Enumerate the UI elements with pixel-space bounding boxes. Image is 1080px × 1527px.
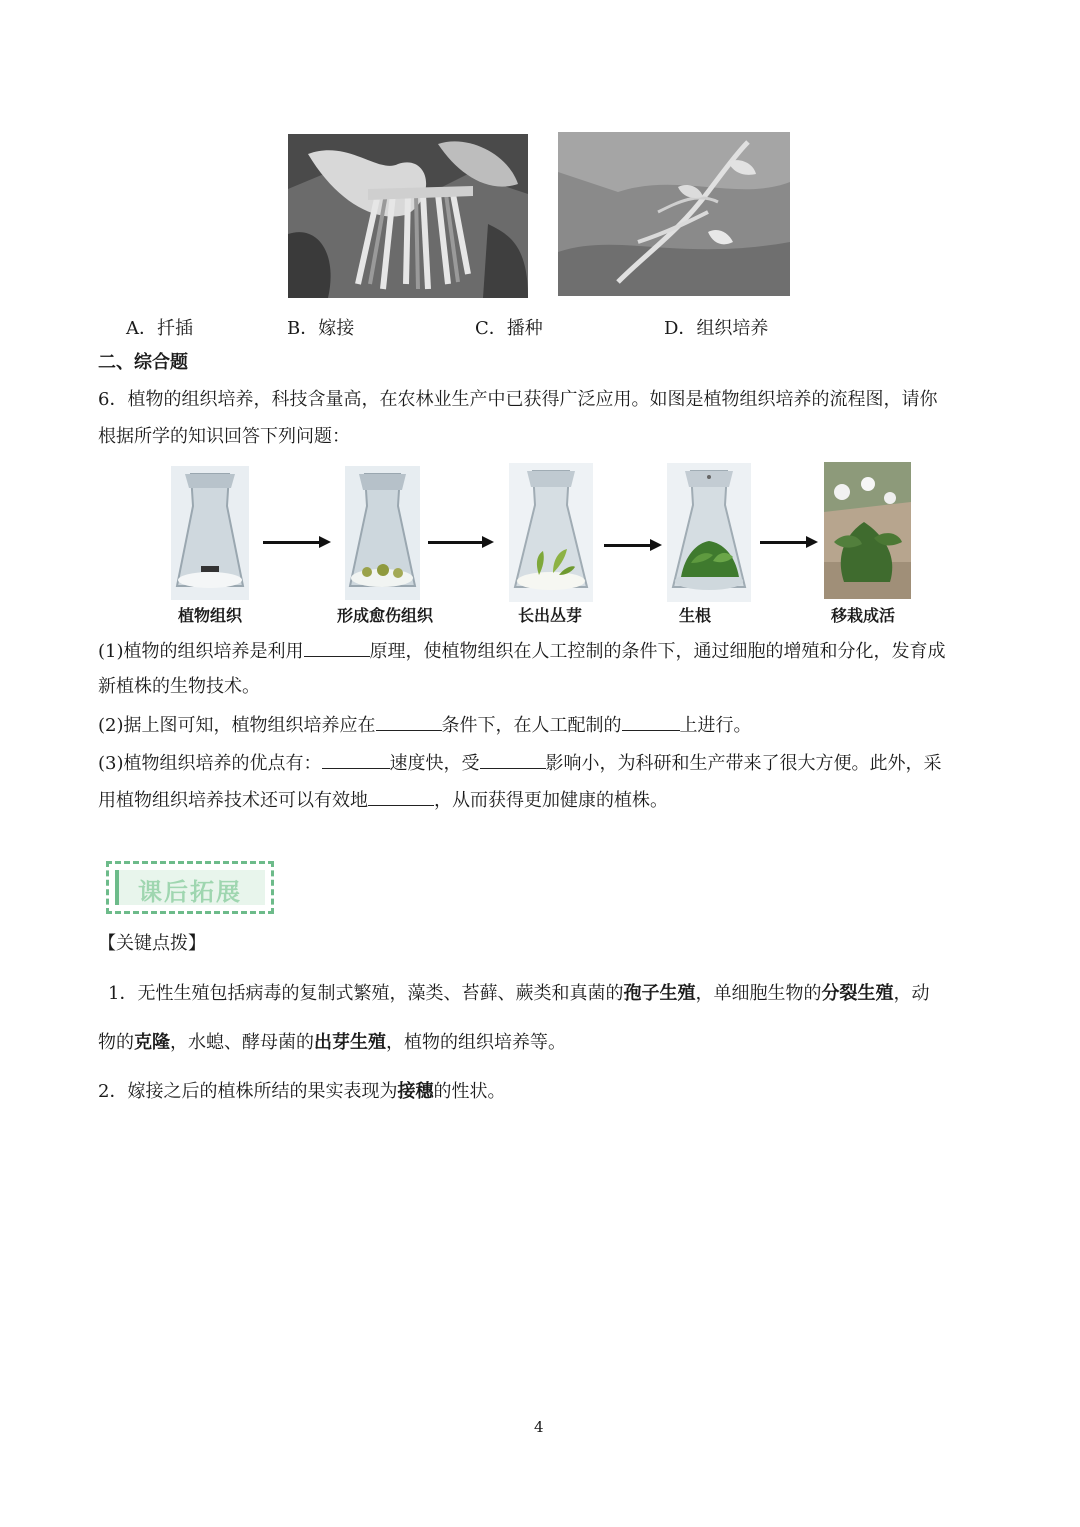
key-points-title: 【关键点拨】 [98, 933, 206, 954]
flow-label-transplant: 移栽成活 [830, 606, 895, 625]
flow-arrow-4 [760, 541, 814, 544]
photo-grafting [288, 134, 528, 298]
sub-question-3-cont: 用植物组织培养技术还可以有效地 ，从而获得更加健康的植株。 [98, 787, 668, 813]
photo-layering [558, 132, 790, 296]
option-d: D．组织培养 [664, 318, 769, 339]
section-badge [106, 861, 274, 914]
answer-blank-1[interactable] [304, 638, 370, 657]
flow-arrow-2 [428, 541, 490, 544]
flask-roots [667, 463, 751, 602]
key-point-1-cont: 物的克隆，水螅、酵母菌的出芽生殖，植物的组织培养等。 [98, 1032, 566, 1053]
question-line-2: 根据所学的知识回答下列问题： [98, 426, 350, 447]
answer-blank-4[interactable] [322, 750, 390, 769]
flow-label-roots: 生根 [678, 606, 711, 625]
section-title: 二、综合题 [98, 352, 188, 373]
flask-callus [345, 466, 420, 600]
sub-question-1-cont: 新植株的生物技术。 [98, 676, 260, 697]
sub-question-2: (2)据上图可知，植物组织培养应在 条件下，在人工配制的 上进行。 [98, 712, 752, 738]
flow-label-plant-tissue: 植物组织 [177, 606, 242, 625]
photo-transplanted-plant [824, 462, 911, 599]
answer-blank-5[interactable] [480, 750, 546, 769]
option-a: A．扦插 [126, 318, 193, 339]
flow-arrow-1 [263, 541, 327, 544]
flow-arrow-3 [604, 544, 658, 547]
flask-plant-tissue [171, 466, 249, 600]
sub-question-3: (3)植物组织培养的优点有： 速度快，受 影响小，为科研和生产带来了很大方便。此外，采 [98, 750, 942, 776]
answer-blank-2[interactable] [376, 712, 442, 731]
key-point-1: 1．无性生殖包括病毒的复制式繁殖，藻类、苔藓、蕨类和真菌的孢子生殖，单细胞生物的分裂生殖，动 [108, 983, 930, 1004]
flow-label-callus: 形成愈伤组织 [336, 606, 433, 625]
section-badge-label: 课后拓展 [138, 878, 242, 906]
page-number: 4 [534, 1418, 544, 1436]
flask-shoots [509, 463, 593, 602]
answer-blank-6[interactable] [368, 787, 434, 806]
option-c: C．播种 [475, 318, 543, 339]
option-b: B．嫁接 [287, 318, 355, 339]
flow-label-shoots: 长出丛芽 [517, 606, 582, 625]
question-line-1: 6．植物的组织培养，科技含量高，在农林业生产中已获得广泛应用。如图是植物组织培养的流程图，请你 [98, 389, 938, 410]
sub-question-1: (1)植物的组织培养是利用 原理，使植物组织在人工控制的条件下，通过细胞的增殖和分化，发育成 [98, 638, 946, 664]
key-point-2: 2．嫁接之后的植株所结的果实表现为接穗的性状。 [98, 1081, 506, 1102]
answer-blank-3[interactable] [622, 712, 680, 731]
